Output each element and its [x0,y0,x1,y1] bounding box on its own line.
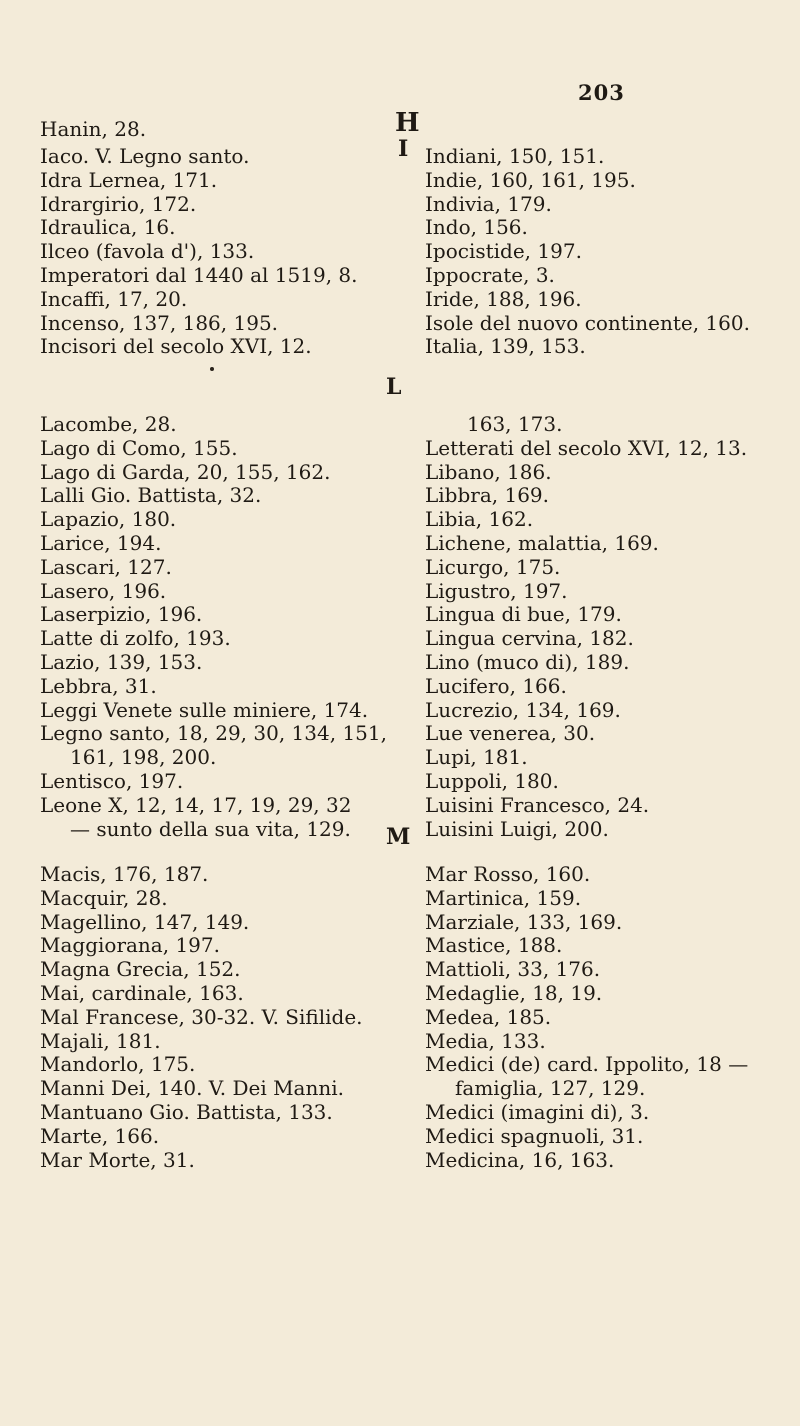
index-entry: Medici spagnuoli, 31. [425,1123,644,1148]
index-entry: Lucrezio, 134, 169. [425,697,621,722]
index-entry: Licurgo, 175. [425,554,561,579]
index-entry: Mar Morte, 31. [40,1147,195,1172]
index-entry: Mal Francese, 30-32. V. Sifilide. [40,1004,363,1029]
index-entry: Lino (muco di), 189. [425,649,630,674]
index-entry-continuation: — sunto della sua vita, 129. [70,816,351,841]
page-number: 203 [578,80,625,105]
index-entry: Medicina, 16, 163. [425,1147,615,1172]
section-letter-m: M [386,824,411,850]
index-entry: Indivia, 179. [425,191,552,216]
index-entry: Isole del nuovo continente, 160. [425,310,750,335]
index-entry: Lebbra, 31. [40,673,157,698]
section-l-right-column [425,413,747,841]
section-m-right-column [425,863,748,1172]
index-entry: Ilceo (favola d'), 133. [40,239,255,264]
section-letter-i: I [398,136,409,162]
index-entry: Medici (de) card. Ippolito, 18 — [425,1052,749,1077]
index-entry: Manni Dei, 140. V. Dei Manni. [40,1076,344,1101]
section-letter-l: L [386,374,402,400]
index-entry: Lago di Garda, 20, 155, 162. [40,459,331,484]
index-entry: Latte di zolfo, 193. [40,626,231,651]
index-entry: Mar Rosso, 160. [425,862,591,886]
index-entry: Mattioli, 33, 176. [425,957,601,982]
index-entry: Mastice, 188. [425,933,563,958]
index-entry: Lupi, 181. [425,745,528,770]
index-entry: Ipocistide, 197. [425,239,582,264]
index-entry: Macquir, 28. [40,885,168,910]
index-entry: Indie, 160, 161, 195. [425,167,636,192]
index-entry: Luisini Luigi, 200. [425,816,609,841]
index-entry: Incaffi, 17, 20. [40,286,188,311]
section-l-left-column [40,413,387,841]
index-entry: Lucifero, 166. [425,673,567,698]
index-entry-continuation: 163, 173. [467,412,563,436]
top-left-entry [40,118,146,142]
index-entry: Medici (imagini di), 3. [425,1099,650,1124]
index-entry: Lue venerea, 30. [425,721,596,746]
index-entry: Legno santo, 18, 29, 30, 134, 151, [40,721,387,746]
index-entry: Libbra, 169. [425,483,550,508]
index-entry: Magna Grecia, 152. [40,957,241,982]
index-entry: Imperatori dal 1440 al 1519, 8. [40,262,358,287]
index-entry: Lasero, 196. [40,578,167,603]
index-entry: Lalli Gio. Battista, 32. [40,483,262,508]
index-entry: Leggi Venete sulle miniere, 174. [40,697,369,722]
section-m-left-column [40,863,363,1172]
index-entry-continuation: 161, 198, 200. [70,745,217,770]
index-entry: Marte, 166. [40,1123,160,1148]
index-entry: Magellino, 147, 149. [40,909,250,934]
index-entry: Lacombe, 28. [40,412,177,436]
index-entry: Lingua di bue, 179. [425,602,622,627]
index-entry: Indiani, 150, 151. [425,144,605,168]
index-entry: Ligustro, 197. [425,578,568,603]
index-entry: Majali, 181. [40,1028,161,1053]
index-entry: Mantuano Gio. Battista, 133. [40,1099,333,1124]
index-entry: Letterati del secolo XVI, 12, 13. [425,435,748,460]
index-entry: Marziale, 133, 169. [425,909,623,934]
index-entry: Incenso, 137, 186, 195. [40,310,279,335]
index-entry: Lazio, 139, 153. [40,649,203,674]
index-entry: Incisori del secolo XVI, 12. [40,334,312,359]
index-entry: Lago di Como, 155. [40,435,238,460]
index-entry: Maggiorana, 197. [40,933,220,958]
index-entry: Indo, 156. [425,215,528,240]
index-entry: Lapazio, 180. [40,507,177,532]
index-entry: Media, 133. [425,1028,546,1053]
index-entry: Macis, 176, 187. [40,862,209,886]
index-entry: Luisini Francesco, 24. [425,792,650,817]
index-entry: Mai, cardinale, 163. [40,980,244,1005]
index-entry: Idrargirio, 172. [40,191,197,216]
section-i-right-column [425,145,750,359]
section-letter-h: H [395,108,420,138]
index-entry: Lichene, malattia, 169. [425,530,659,555]
index-entry: Luppoli, 180. [425,768,559,793]
index-entry: Medaglie, 18, 19. [425,980,603,1005]
index-entry: Mandorlo, 175. [40,1052,196,1077]
index-entry: Martinica, 159. [425,885,582,910]
index-entry: Lingua cervina, 182. [425,626,634,651]
index-entry: Idraulica, 16. [40,215,176,240]
index-entry: Iaco. V. Legno santo. [40,144,250,168]
index-entry: Leone X, 12, 14, 17, 19, 29, 32 [40,792,352,817]
index-entry: Idra Lernea, 171. [40,167,218,192]
index-entry: Laserpizio, 196. [40,602,203,627]
index-entry: Iride, 188, 196. [425,286,582,311]
index-entry: Larice, 194. [40,530,162,555]
index-entry: Medea, 185. [425,1004,552,1029]
index-entry: Libano, 186. [425,459,552,484]
index-entry: Hanin, 28. [40,117,147,141]
index-entry: Italia, 139, 153. [425,334,586,359]
index-entry: Lascari, 127. [40,554,172,579]
section-i-left-column [40,145,358,359]
index-entry: Lentisco, 197. [40,768,184,793]
index-entry-continuation: famiglia, 127, 129. [455,1076,646,1101]
index-entry: Ippocrate, 3. [425,262,555,287]
ink-dot [210,367,214,371]
index-entry: Libia, 162. [425,507,534,532]
